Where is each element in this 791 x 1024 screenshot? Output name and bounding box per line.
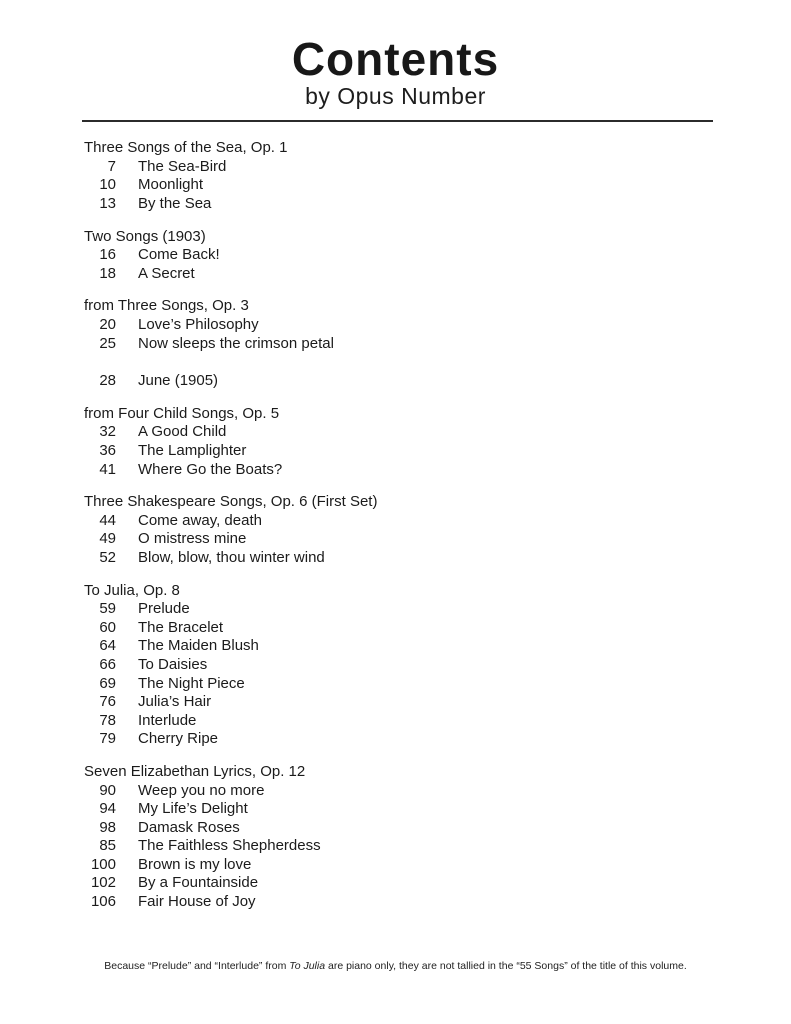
entry-page-number: 59 (99, 600, 116, 618)
toc-section (84, 405, 713, 479)
entry-title: Fair House of Joy (138, 893, 256, 911)
toc-entry (84, 246, 713, 265)
toc-section (84, 297, 713, 353)
toc-entry (84, 874, 713, 893)
footnote-text-italic: To Julia (289, 960, 326, 972)
entry-page-number: 60 (99, 618, 116, 636)
entry-title: Love’s Philosophy (138, 316, 259, 334)
entry-title: A Secret (138, 264, 195, 282)
section-items (84, 423, 713, 479)
entry-page-number: 41 (99, 460, 116, 478)
entry-title: Interlude (138, 711, 197, 729)
toc-entry (84, 461, 713, 480)
toc-entry (84, 837, 713, 856)
entry-page-number: 69 (99, 674, 116, 692)
entry-page-number: 28 (99, 372, 116, 390)
entry-title: Where Go the Boats? (138, 460, 283, 478)
section-heading: Three Shakespeare Songs, Op. 6 (First Set) (84, 493, 378, 511)
entry-title: A Good Child (138, 423, 227, 441)
section-items (84, 782, 713, 912)
toc-entry (84, 423, 713, 442)
toc-entry (84, 549, 713, 568)
section-items (84, 316, 713, 353)
entry-title: Weep you no more (138, 781, 265, 799)
toc-entry (84, 195, 713, 214)
toc-entry (84, 693, 713, 712)
entry-title: By a Fountainside (138, 874, 259, 892)
entry-page-number: 13 (99, 195, 116, 213)
toc-entry (84, 712, 713, 731)
entry-page-number: 85 (99, 837, 116, 855)
toc-entry (84, 856, 713, 875)
entry-title: Prelude (138, 600, 190, 618)
toc-section (84, 493, 713, 567)
page-title: Contents (291, 33, 500, 85)
page-subtitle: by Opus Number (305, 83, 486, 109)
footnote (0, 960, 791, 973)
toc-entry (84, 675, 713, 694)
toc-entry (84, 619, 713, 638)
entry-page-number: 98 (99, 818, 116, 836)
entry-title: To Daisies (138, 655, 208, 673)
entry-page-number: 102 (90, 874, 116, 892)
section-heading: To Julia, Op. 8 (84, 581, 180, 599)
toc-section (84, 139, 713, 213)
entry-page-number: 66 (99, 655, 116, 673)
toc-entry (84, 600, 713, 619)
entry-title: Come Back! (138, 246, 220, 264)
entry-title: Cherry Ripe (138, 730, 219, 748)
entry-page-number: 44 (99, 511, 116, 529)
entry-page-number: 94 (99, 800, 116, 818)
entry-title: Come away, death (138, 511, 262, 529)
entry-page-number: 78 (99, 711, 116, 729)
entry-page-number: 90 (99, 781, 116, 799)
section-items (84, 372, 713, 391)
entry-page-number: 25 (99, 334, 116, 352)
entry-title: Brown is my love (138, 855, 252, 873)
entry-title: The Night Piece (138, 674, 245, 692)
toc-section (84, 228, 713, 284)
entry-title: The Sea-Bird (138, 157, 227, 175)
entry-page-number: 49 (99, 530, 116, 548)
entry-page-number: 52 (99, 548, 116, 566)
entry-title: The Bracelet (138, 618, 224, 636)
toc-entry (84, 512, 713, 531)
entry-page-number: 16 (99, 246, 116, 264)
entry-title: My Life’s Delight (138, 800, 248, 818)
section-items (84, 512, 713, 568)
page-header (0, 0, 791, 122)
entry-page-number: 10 (99, 176, 116, 194)
entry-page-number: 20 (99, 316, 116, 334)
toc-entry (84, 442, 713, 461)
entry-title: The Lamplighter (138, 442, 247, 460)
section-items (84, 158, 713, 214)
entry-page-number: 36 (99, 442, 116, 460)
toc-entry (84, 893, 713, 912)
entry-page-number: 32 (99, 423, 116, 441)
entry-page-number: 100 (90, 855, 116, 873)
section-heading: Seven Elizabethan Lyrics, Op. 12 (84, 762, 306, 780)
footnote-text-post: are piano only, they are not tallied in the “55 Songs” of the title of this volume. (325, 960, 687, 972)
section-heading: from Three Songs, Op. 3 (84, 297, 249, 315)
entry-title: Damask Roses (138, 818, 240, 836)
section-items (84, 600, 713, 749)
toc-entry (84, 158, 713, 177)
toc-entry (84, 530, 713, 549)
toc-entry (84, 656, 713, 675)
entry-title: Moonlight (138, 176, 204, 194)
entry-title: Blow, blow, thou winter wind (138, 548, 325, 566)
section-heading: Three Songs of the Sea, Op. 1 (84, 139, 288, 157)
entry-title: O mistress mine (138, 530, 247, 548)
entry-page-number: 106 (90, 893, 116, 911)
entry-title: The Faithless Shepherdess (138, 837, 321, 855)
toc-entry (84, 637, 713, 656)
entry-title: Julia’s Hair (138, 693, 212, 711)
section-heading: Two Songs (1903) (84, 227, 206, 245)
toc-entry (84, 819, 713, 838)
entry-page-number: 18 (99, 264, 116, 282)
entry-title: By the Sea (138, 195, 212, 213)
toc-entry (84, 335, 713, 354)
entry-page-number: 7 (107, 157, 116, 175)
toc-list (0, 122, 791, 911)
entry-page-number: 76 (99, 693, 116, 711)
entry-page-number: 64 (99, 637, 116, 655)
toc-entry (84, 265, 713, 284)
toc-section (84, 763, 713, 912)
entry-title: The Maiden Blush (138, 637, 259, 655)
entry-title: Now sleeps the crimson petal (138, 334, 334, 352)
footnote-text-pre: Because “Prelude” and “Interlude” from (104, 960, 290, 972)
entry-page-number: 79 (99, 730, 116, 748)
toc-entry (84, 800, 713, 819)
toc-entry (84, 176, 713, 195)
toc-section (84, 372, 713, 391)
toc-entry (84, 316, 713, 335)
toc-entry (84, 730, 713, 749)
toc-section (84, 582, 713, 749)
section-heading: from Four Child Songs, Op. 5 (84, 404, 280, 422)
section-items (84, 246, 713, 283)
toc-entry (84, 372, 713, 391)
entry-title: June (1905) (138, 372, 219, 390)
toc-entry (84, 782, 713, 801)
